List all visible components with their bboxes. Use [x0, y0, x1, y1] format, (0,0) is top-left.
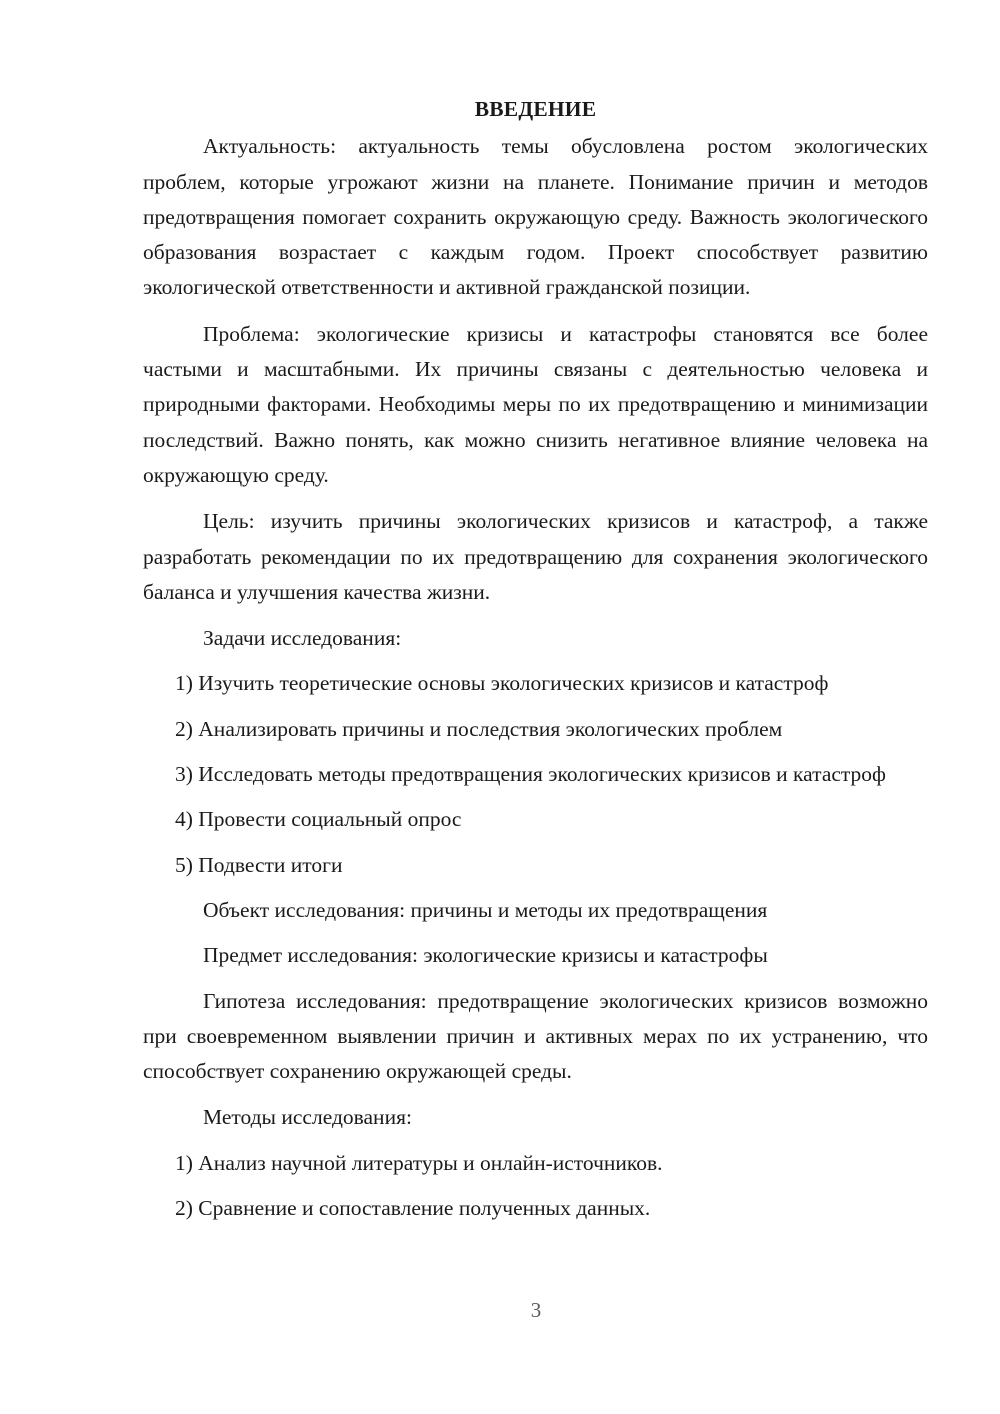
- relevance-paragraph: Актуальность: актуальность темы обусловлена ростом экологических проблем, которые угрожают жизни на планете. Понимание причин и методов предотвращения помогает сохранить окружающую среду. Важность экологического образования возрастает с каждым годом. Проект способствует развитию экологической ответственности и активной гражданской позиции.: [143, 134, 928, 300]
- method-item: 2) Сравнение и сопоставление полученных данных.: [175, 1196, 651, 1221]
- task-item: 2) Анализировать причины и последствия экологических проблем: [175, 716, 783, 741]
- task-item: 1) Изучить теоретические основы экологических кризисов и катастроф: [175, 671, 829, 696]
- page-title: ВВЕДЕНИЕ: [474, 97, 597, 121]
- method-item: 1) Анализ научной литературы и онлайн-источников.: [175, 1150, 663, 1175]
- object-line: Объект исследования: причины и методы их предотвращения: [203, 897, 768, 922]
- task-item: 3) Исследовать методы предотвращения экологических кризисов и катастроф: [175, 762, 886, 787]
- hypothesis-paragraph: Гипотеза исследования: предотвращение экологических кризисов возможно при своевременном выявлении причин и активных мерах по их устранению, что способствует сохранению окружающей среды.: [143, 988, 928, 1084]
- goal-paragraph: Цель: изучить причины экологических кризисов и катастроф, а также разработать рекомендации по их предотвращению для сохранения экологического баланса и улучшения качества жизни.: [143, 509, 928, 604]
- task-item: 4) Провести социальный опрос: [175, 807, 462, 832]
- tasks-heading: Задачи исследования:: [203, 626, 402, 651]
- problem-paragraph: Проблема: экологические кризисы и катастрофы становятся все более частыми и масштабными. Их причины связаны с деятельностью человека и природными факторами. Необходимы меры по их предотвращению и минимизации последствий. Важно понять, как можно снизить негативное влияние человека на окружающую среду.: [143, 321, 928, 487]
- task-item: 5) Подвести итоги: [175, 852, 343, 877]
- subject-line: Предмет исследования: экологические кризисы и катастрофы: [203, 943, 768, 968]
- page-content: [143, 92, 928, 1236]
- methods-heading: Методы исследования:: [203, 1105, 412, 1130]
- page-number: 3: [530, 1298, 542, 1322]
